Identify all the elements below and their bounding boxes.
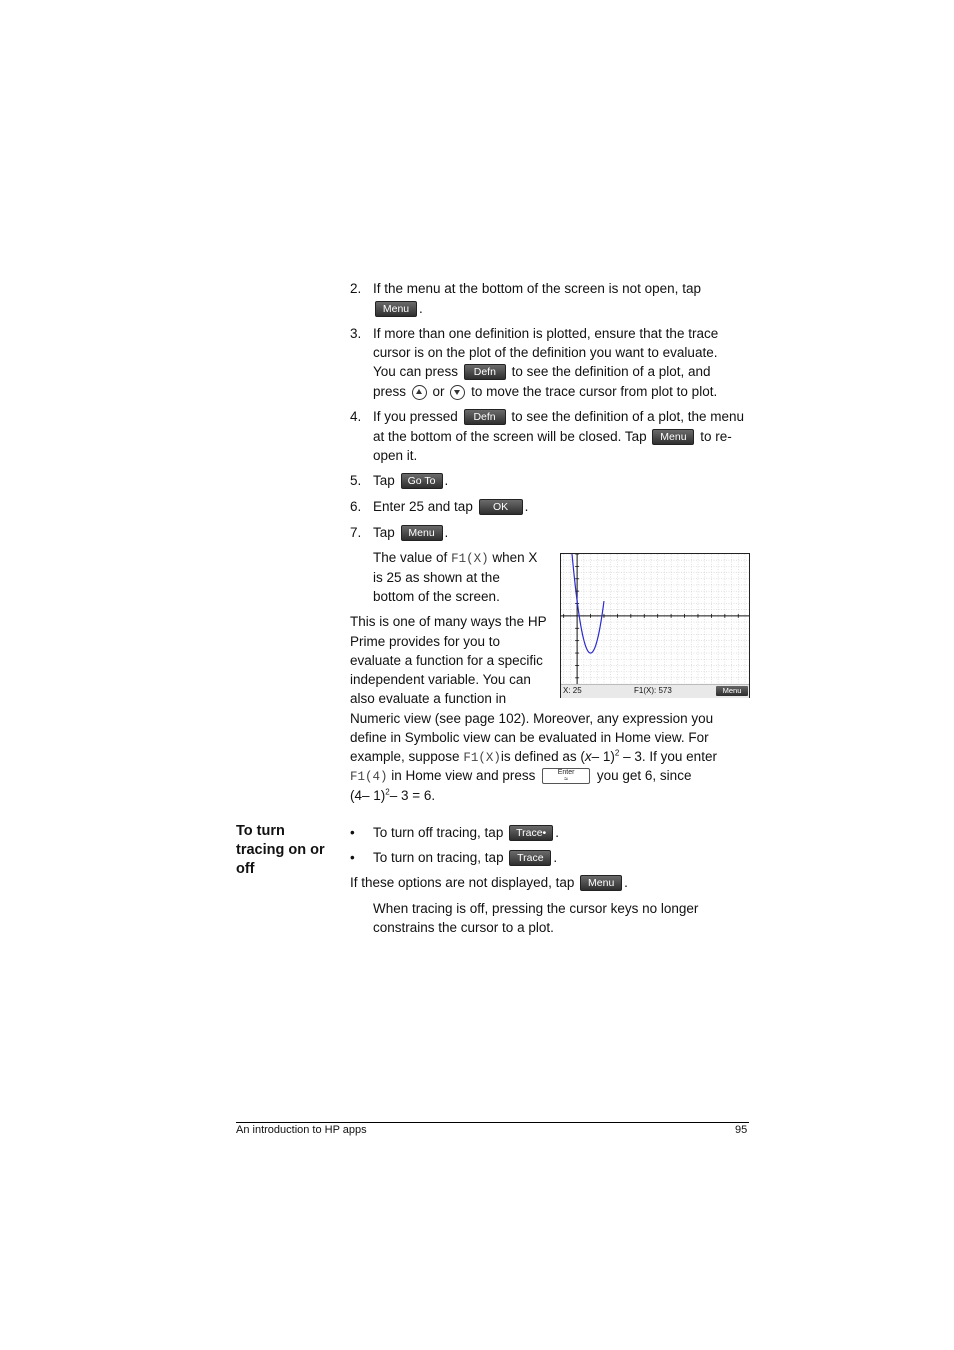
step-number-5: 5.	[350, 473, 362, 488]
para-line-8	[350, 747, 717, 768]
note-text: If these options are not displayed, tap	[350, 875, 575, 890]
f-readout: F1(X): 573	[634, 686, 672, 695]
page-number: 95	[735, 1124, 748, 1136]
para-text: you get 6, since	[596, 768, 692, 783]
step-7-line: Tap Menu .	[373, 525, 449, 540]
menu-key: Menu	[580, 875, 622, 891]
para-text: – 3. If you enter	[623, 749, 717, 764]
ok-key: OK	[479, 499, 523, 515]
options-note: If these options are not displayed, tap Menu .	[350, 875, 628, 890]
step-4-text-a: If you pressed	[373, 409, 458, 424]
bullet-text: To turn on tracing, tap	[373, 850, 504, 865]
footer-rule	[236, 1122, 749, 1123]
goto-key: Go To	[401, 473, 443, 489]
status-bar	[561, 684, 749, 698]
step-number-7: 7.	[350, 525, 362, 540]
bullet-text: To turn off tracing, tap	[373, 825, 504, 840]
para-text: is defined as (	[500, 749, 585, 764]
menu-key: Menu	[652, 429, 694, 445]
value-note-line-3: bottom of the screen.	[373, 589, 500, 604]
step-3-text-d: or	[432, 384, 445, 399]
step-number-3: 3.	[350, 326, 362, 341]
step-5-text: Tap	[373, 473, 395, 488]
bullet-2: To turn on tracing, tap Trace .	[373, 850, 558, 865]
trace-off-key: Trace•	[509, 825, 553, 841]
para-text: example, suppose	[350, 749, 460, 764]
para-line-3: evaluate a function for a specific	[350, 653, 543, 668]
para-line-1: This is one of many ways the HP	[350, 614, 547, 629]
step-4-text-c: at the bottom of the screen will be closed. Tap	[373, 429, 647, 444]
value-note-text: when X	[492, 550, 538, 565]
defn-key: Defn	[464, 364, 506, 380]
value-note-text: The value of	[373, 550, 448, 565]
step-3-line-1: If more than one definition is plotted, ensure that the trace	[373, 326, 719, 341]
bullet-1: To turn off tracing, tap Trace• .	[373, 825, 559, 840]
para-text: (4– 1)	[350, 788, 386, 803]
x-readout: X: 25	[563, 686, 582, 695]
step-3-text-c: press	[373, 384, 407, 399]
para-text: – 3 = 6.	[389, 788, 436, 803]
heading-line: off	[236, 861, 255, 877]
step-number-6: 6.	[350, 499, 362, 514]
tracing-note-line-2: constrains the cursor to a plot.	[373, 920, 554, 935]
para-text: – 1)	[591, 749, 615, 764]
step-3-line-4	[373, 382, 717, 401]
footer-title: An introduction to HP apps	[236, 1124, 367, 1136]
step-4-line-1	[373, 407, 744, 426]
step-number-4: 4.	[350, 409, 362, 424]
bullet: •	[350, 825, 355, 840]
para-line-6: Numeric view (see page 102). Moreover, any expression you	[350, 711, 714, 726]
value-note-line-1	[373, 548, 537, 569]
menu-key: Menu	[375, 301, 417, 317]
tracing-note-line-1: When tracing is off, pressing the cursor keys no longer	[373, 901, 699, 916]
down-arrow-key-icon	[450, 385, 465, 400]
value-note-line-2: is 25 as shown at the	[373, 570, 500, 585]
heading-line: To turn	[236, 823, 285, 839]
step-number-2: 2.	[350, 281, 362, 296]
code-f1x: F1(X)	[463, 751, 501, 765]
trace-key: Trace	[509, 850, 551, 866]
para-line-2: Prime provides for you to	[350, 634, 501, 649]
step-5-line: Tap Go To .	[373, 473, 449, 488]
screen-menu-button: Menu	[716, 686, 748, 696]
heading-line: tracing on or	[236, 842, 325, 858]
step-4-line-3: open it.	[373, 448, 418, 463]
bullet: •	[350, 850, 355, 865]
defn-key: Defn	[464, 409, 506, 425]
up-arrow-key-icon	[412, 385, 427, 400]
step-3-line-3	[373, 362, 711, 381]
function-curve	[561, 554, 604, 653]
step-2-text: If the menu at the bottom of the screen is not open, tap	[373, 281, 701, 296]
superscript: 2	[614, 748, 620, 758]
enter-key-icon: Enter ≈	[542, 768, 590, 784]
para-line-7: define in Symbolic view can be evaluated in Home view. For	[350, 730, 709, 745]
step-4-text-d: to re-	[700, 429, 732, 444]
code-f14: F1(4)	[350, 770, 388, 784]
step-2-key-line: Menu .	[373, 299, 423, 318]
code-f1x: F1(X)	[451, 552, 489, 566]
step-3-text-a: You can press	[373, 364, 459, 379]
step-3-text-e: to move the trace cursor from plot to plot.	[471, 384, 718, 399]
para-line-5: also evaluate a function in	[350, 691, 507, 706]
step-6-line: Enter 25 and tap OK .	[373, 499, 529, 514]
step-4-line-2	[373, 427, 732, 446]
step-6-text: Enter 25 and tap	[373, 499, 473, 514]
superscript: 2	[385, 787, 390, 797]
plot-area	[561, 554, 749, 684]
step-7-text: Tap	[373, 525, 395, 540]
step-3-line-2: cursor is on the plot of the definition you want to evaluate.	[373, 345, 718, 360]
para-text: in Home view and press	[391, 768, 536, 783]
para-line-4: independent variable. You can	[350, 672, 531, 687]
calculator-screen	[560, 553, 750, 698]
menu-key: Menu	[401, 525, 443, 541]
step-4-text-b: to see the definition of a plot, the menu	[511, 409, 744, 424]
para-line-9	[350, 766, 691, 787]
variable-x: x	[584, 749, 592, 764]
section-heading	[236, 822, 325, 879]
step-3-text-b: to see the definition of a plot, and	[511, 364, 711, 379]
para-line-10	[350, 786, 435, 805]
